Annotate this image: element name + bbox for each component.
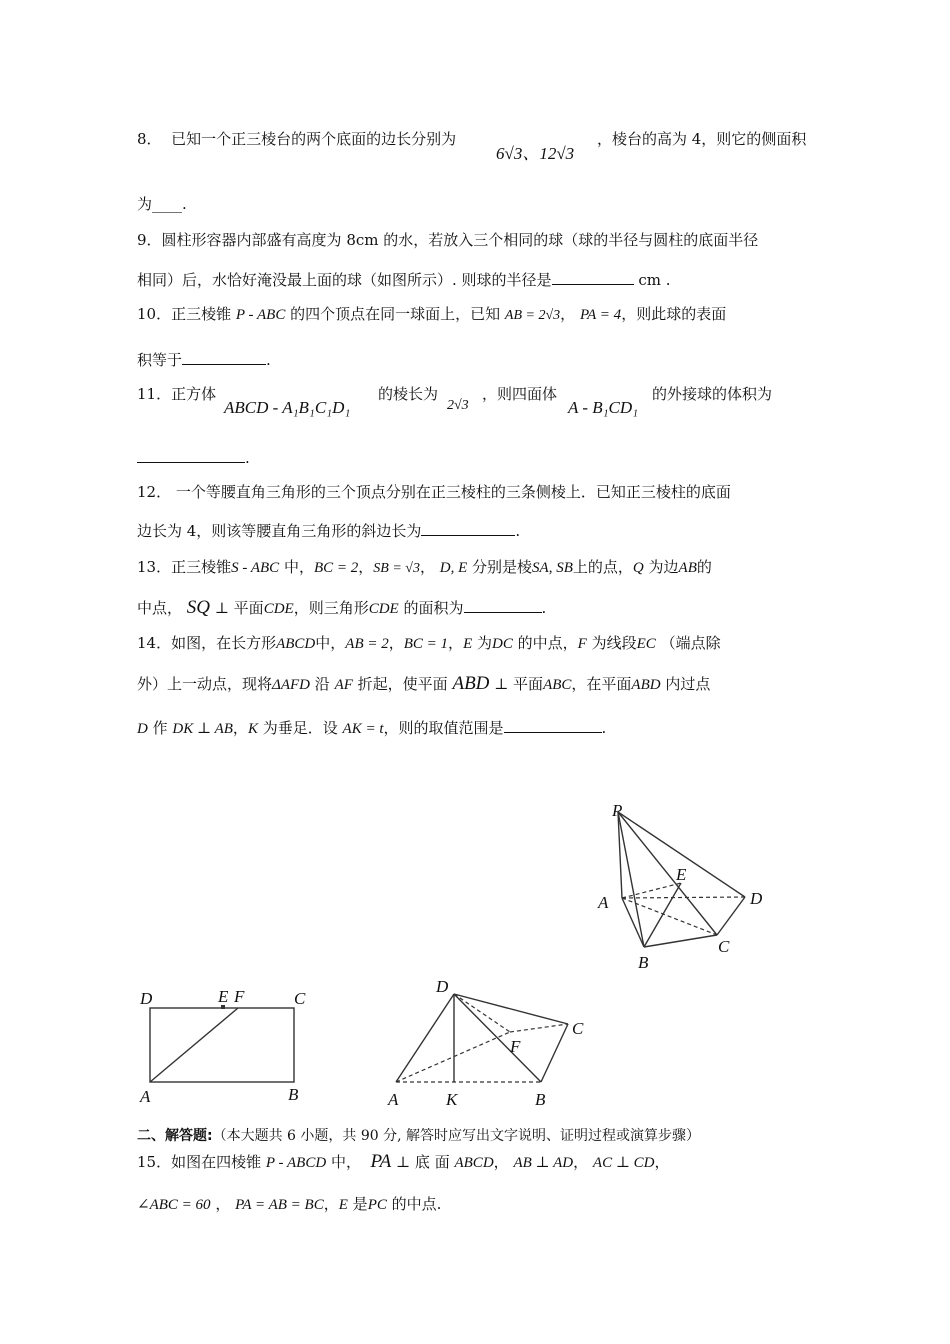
edge-PD [618, 812, 745, 897]
q14-line3: D 作 DK ⊥ AB，K 为垂足．设 AK = t，则的取值范围是 . [137, 716, 606, 740]
edge-BC [644, 935, 717, 947]
q8-line2: 为____. [137, 195, 187, 213]
pyr-label-D: D [750, 889, 763, 908]
q9-answer-blank [552, 268, 634, 285]
segment-FC [510, 1024, 568, 1032]
q15-line2: ∠ABC = 60 ， PA = AB = BC，E 是PC 的中点. [137, 1195, 442, 1213]
q14-line2: 外）上一动点，现将ΔAFD 沿 AF 折起，使平面 ABD ⊥ 平面ABC，在平面ABD 内过点 [137, 673, 711, 694]
edge-PB [618, 812, 644, 947]
q10-line1: 10．正三棱锥 P - ABC 的四个顶点在同一球面上，已知 AB = 2√3， PA = 4，则此球的表面 [137, 305, 727, 323]
rectangle-figure [130, 982, 330, 1110]
q8-text2: ，棱台的高为 4，则它的侧面积 [597, 130, 807, 148]
q8-text: 已知一个正三棱台的两个底面的边长分别为 [171, 130, 457, 148]
section2-heading [137, 1125, 700, 1147]
fold-label-D: D [436, 977, 449, 996]
pyr-label-C: C [718, 937, 730, 956]
rect-ABCD [150, 1008, 294, 1082]
edge-DC [454, 994, 568, 1024]
q13-answer-blank [464, 596, 542, 613]
section2-title: 二、解答题: [137, 1128, 213, 1144]
q14-line1: 14．如图，在长方形ABCD中，AB = 2，BC = 1，E 为DC 的中点，F 为线段EC （端点除 [137, 634, 721, 652]
section2-desc: （本大题共 6 小题，共 90 分, 解答时应写出文字说明、证明过程或演算步骤） [212, 1128, 701, 1144]
segment-AF [150, 1008, 238, 1082]
q11-prefix: 11．正方体 [137, 385, 217, 403]
pyramid-figure [590, 796, 780, 972]
q8-number: 8． [137, 130, 162, 148]
edge-DB [454, 994, 541, 1082]
segment-AE [622, 883, 681, 898]
q11-line2: . [137, 446, 250, 469]
q11-answer-blank [137, 446, 245, 463]
pyr-label-E: E [676, 865, 687, 884]
pyr-label-B: B [638, 953, 649, 972]
fold-label-K: K [446, 1090, 458, 1109]
q11-text1: 的棱长为 [378, 385, 439, 403]
rect-label-F: F [234, 987, 245, 1006]
q8-math: 6√3、12√3 [496, 144, 575, 163]
edge-BC [541, 1024, 568, 1082]
q12-line1: 12． 一个等腰直角三角形的三个顶点分别在正三棱柱的三条侧棱上．已知正三棱柱的底面 [137, 483, 731, 501]
q11-text3: 的外接球的体积为 [652, 385, 773, 403]
fold-figure [380, 972, 600, 1112]
q12-answer-blank [421, 519, 515, 536]
q14-answer-blank [504, 716, 602, 733]
q8-line1 [137, 128, 456, 150]
q11-text2: ，则四面体 [482, 385, 558, 403]
q15-line1: 15．如图在四棱锥 P - ABCD 中， PA ⊥ 底 面 ABCD， AB ⊥ AD， AC ⊥ CD， [137, 1151, 670, 1172]
segment-DF [454, 994, 510, 1032]
q11-edge: 2√3 [447, 398, 469, 413]
edge-AD [622, 897, 745, 898]
pyr-label-A: A [598, 893, 609, 912]
edge-CD [717, 897, 745, 935]
q11-tetra: A - B₁CD₁ [568, 398, 639, 417]
q11-cube: ABCD - A₁B₁C₁D₁ [224, 398, 351, 417]
q9-line1: 9．圆柱形容器内部盛有高度为 8cm 的水，若放入三个相同的球（球的半径与圆柱的底面半径 [137, 231, 759, 249]
q10-line2: 积等于 . [137, 348, 271, 371]
rect-label-E: E [218, 987, 229, 1006]
rect-label-D: D [140, 989, 153, 1008]
q13-line1: 13．正三棱锥S - ABC 中，BC = 2，SB = √3， D, E 分别是棱SA, SB上的点，Q 为边AB的 [137, 558, 712, 576]
pyr-label-P: P [612, 801, 623, 820]
fold-label-A: A [388, 1090, 399, 1109]
q13-line2: 中点， SQ ⊥ 平面CDE，则三角形CDE 的面积为 . [137, 597, 547, 618]
rect-label-B: B [288, 1085, 299, 1104]
rect-label-C: C [294, 989, 306, 1008]
rect-label-A: A [140, 1087, 151, 1106]
fold-label-C: C [572, 1019, 584, 1038]
edge-PC [618, 812, 717, 935]
q10-answer-blank [182, 348, 266, 365]
edge-AB [622, 898, 644, 947]
fold-label-B: B [535, 1090, 546, 1109]
q9-line2: 相同）后，水恰好淹没最上面的球（如图所示）. 则球的半径是 cm . [137, 268, 671, 291]
segment-BE [644, 883, 681, 947]
q12-line2: 边长为 4，则该等腰直角三角形的斜边长为 . [137, 519, 520, 542]
fold-label-F: F [510, 1037, 521, 1056]
